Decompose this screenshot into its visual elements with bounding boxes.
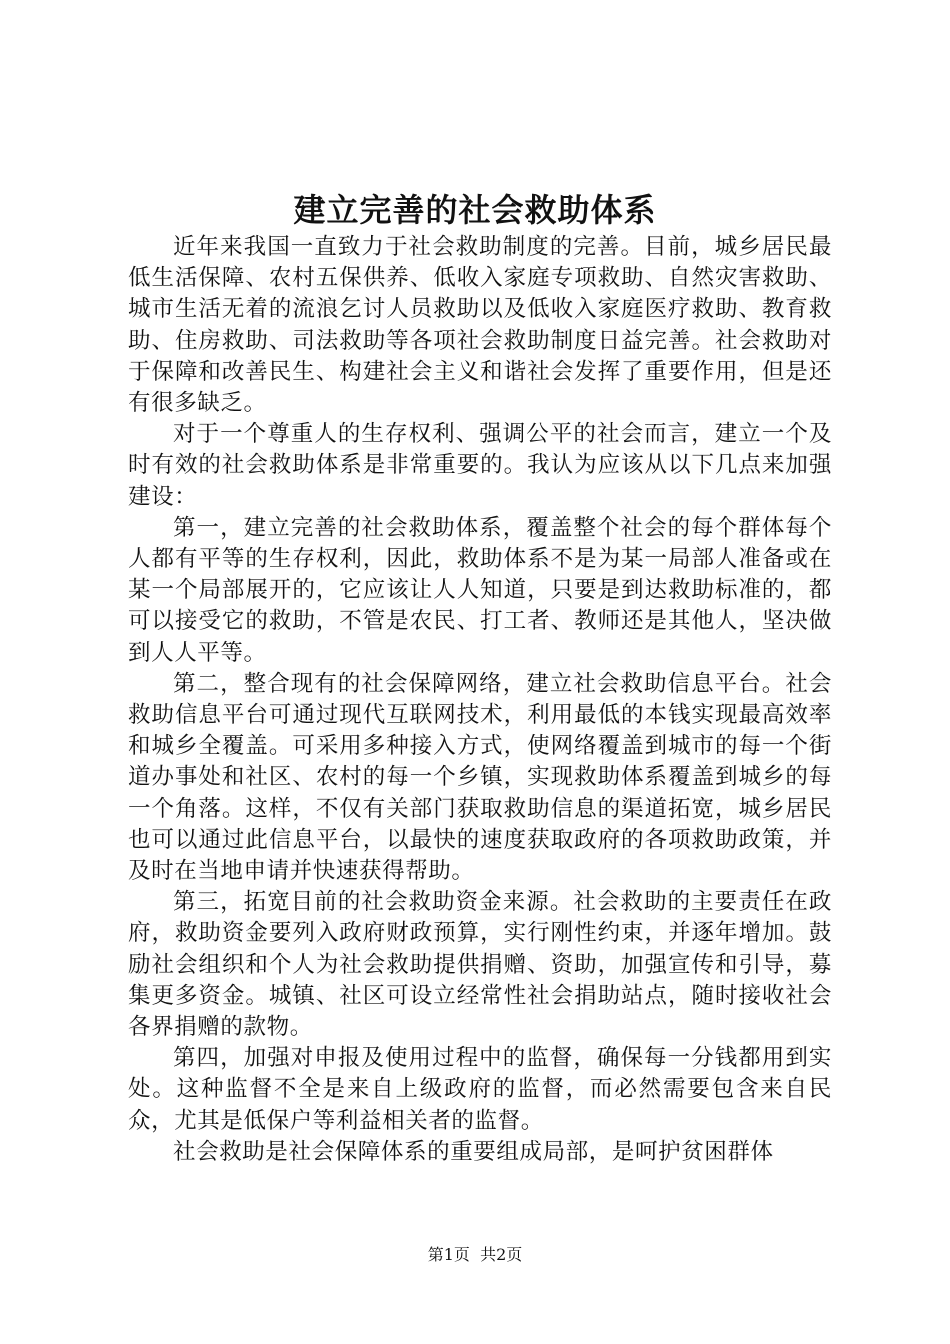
paragraph-purpose: 对于一个尊重人的生存权利、强调公平的社会而言，建立一个及时有效的社会救助体系是非常重要的。我认为应该从以下几点来加强建设： (128, 421, 832, 510)
paragraph-intro: 近年来我国一直致力于社会救助制度的完善。目前，城乡居民最低生活保障、农村五保供养、低收入家庭专项救助、自然灾害救助、城市生活无着的流浪乞讨人员救助以及低收入家庭医疗救助、教育救助、住房救助、司法救助等各项社会救助制度日益完善。社会救助对于保障和改善民生、构建社会主义和谐社会发挥了重要作用，但是还有很多缺乏。 (128, 234, 832, 417)
page-total: 共2页 (480, 1245, 523, 1264)
document-body (128, 232, 832, 1168)
paragraph-point-3: 第三，拓宽目前的社会救助资金来源。社会救助的主要责任在政府，救助资金要列入政府财政预算，实行刚性约束，并逐年增加。鼓励社会组织和个人为社会救助提供捐赠、资助，加强宣传和引导，募集更多资金。城镇、社区可设立经常性社会捐助站点，随时接收社会各界捐赠的款物。 (128, 889, 832, 1041)
paragraph-point-1: 第一，建立完善的社会救助体系，覆盖整个社会的每个群体每个人都有平等的生存权利，因此，救助体系不是为某一局部人准备或在某一个局部展开的，它应该让人人知道，只要是到达救助标准的，都可以接受它的救助，不管是农民、打工者、教师还是其他人，坚决做到人人平等。 (128, 514, 832, 666)
paragraph-point-2: 第二，整合现有的社会保障网络，建立社会救助信息平台。社会救助信息平台可通过现代互联网技术，利用最低的本钱实现最高效率和城乡全覆盖。可采用多种接入方式，使网络覆盖到城市的每一个街道办事处和社区、农村的每一个乡镇，实现救助体系覆盖到城乡的每一个角落。这样，不仅有关部门获取救助信息的渠道拓宽，城乡居民也可以通过此信息平台，以最快的速度获取政府的各项救助政策，并及时在当地申请并快速获得帮助。 (128, 670, 832, 885)
paragraph-point-4: 第四，加强对申报及使用过程中的监督，确保每一分钱都用到实处。这种监督不全是来自上级政府的监督，而必然需要包含来自民众，尤其是低保户等利益相关者的监督。 (128, 1045, 832, 1134)
document-title: 建立完善的社会救助体系 (293, 191, 657, 229)
page-number: 第1页 (427, 1245, 470, 1264)
page-footer (0, 1244, 950, 1266)
paragraph-conclusion: 社会救助是社会保障体系的重要组成局部，是呵护贫困群体 (173, 1138, 774, 1165)
